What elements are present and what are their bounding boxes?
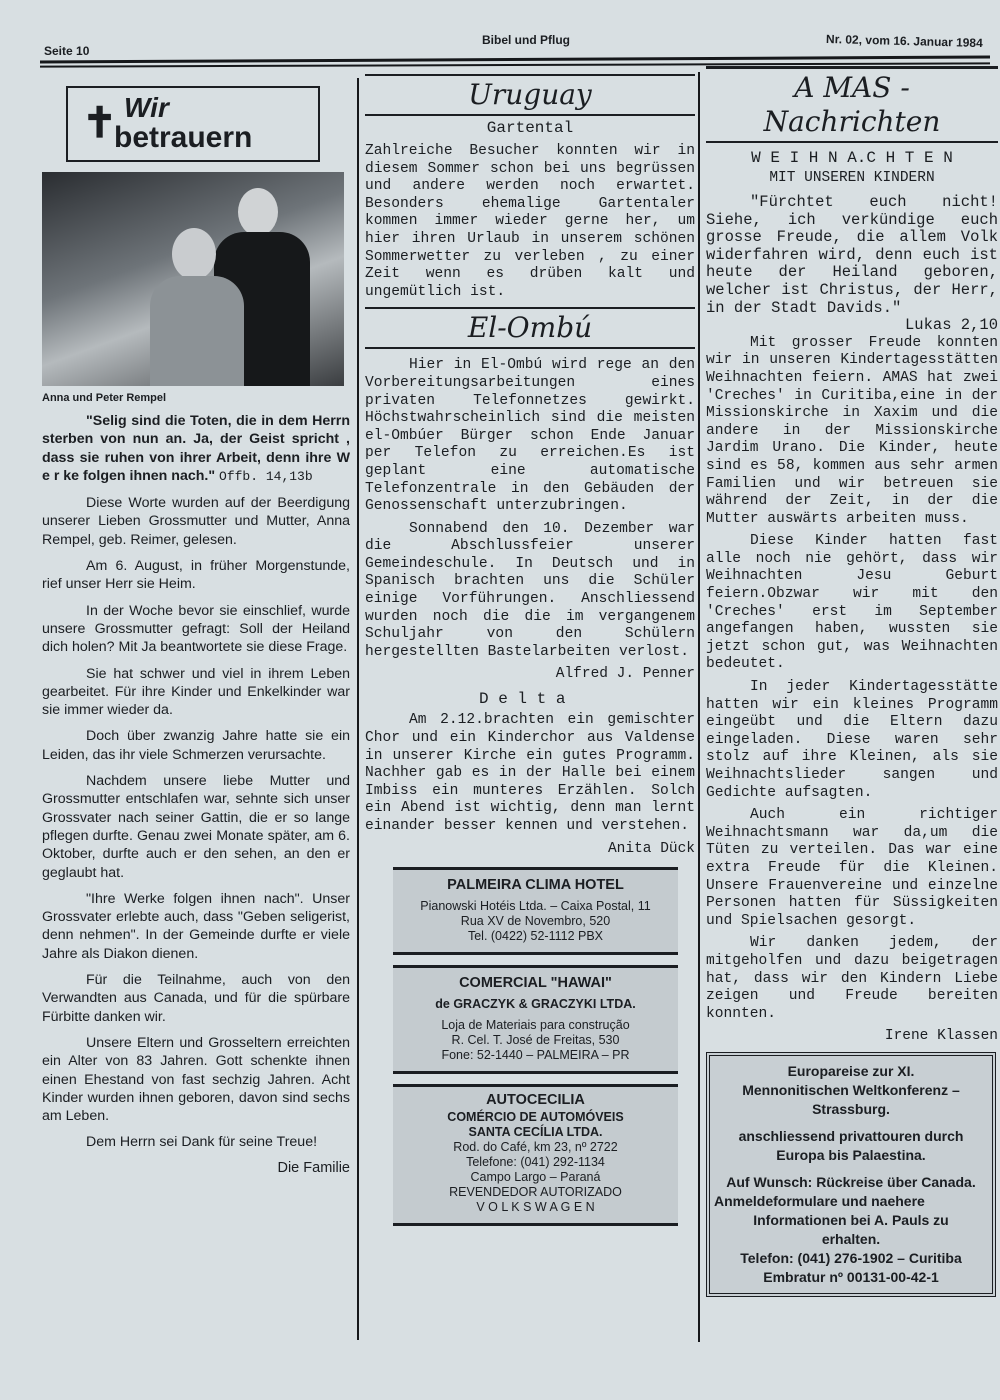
signature: Die Familie	[277, 1159, 350, 1176]
bible-quote: "Fürchtet euch nicht! Siehe, ich verkündige euch grosse Freude, die allem Volk widerfahren wird, denn euch ist heute der Heiland geboren, welcher ist Christus, der Herr, in der Stadt Davids."	[706, 193, 998, 317]
ad-line: Embratur nº 00131-00-42-1	[763, 1269, 939, 1286]
delta-heading: D e l t a	[479, 690, 566, 709]
paragraph: "Ihre Werke folgen ihnen nach". Unser Grossvater erlebte auch, dass "Geben seligerist, denn nehmen". In der Gemeinde durfte er viele Jahre als Diakon dienen.	[42, 890, 350, 962]
paragraph: Wir danken jedem, der mitgeholfen und dazu beigetragen hat, dass wir den Kindern Liebe zeigen und Freude bereiten konnten.	[706, 935, 998, 1022]
obituary-title-box	[66, 86, 320, 162]
ad-line: REVENDEDOR AUTORIZADO	[449, 1184, 622, 1199]
ad-line: Telefon: (041) 276-1902 – Curitiba	[740, 1250, 962, 1267]
signature: Irene Klassen	[884, 1028, 998, 1045]
paragraph: Für die Teilnahme, auch von den Verwandten aus Canada, und für die spürbare Fürbitte danken wir.	[42, 972, 350, 1025]
scripture-quote: "Selig sind die Toten, die in dem Herrn sterben von nun an. Ja, der Geist spricht , dass sie ruhen von ihrer Arbeit, denn ihre W e r ke folgen ihnen nach."	[42, 413, 350, 484]
column-divider	[698, 72, 700, 1342]
photo-caption: Anna und Peter Rempel	[42, 392, 167, 404]
photo	[42, 172, 344, 386]
obituary-column	[42, 86, 350, 1182]
publication-title: Bibel und Pflug	[482, 33, 570, 47]
gartental-heading: Gartental	[486, 119, 574, 137]
cross-icon: ✝	[82, 99, 118, 146]
ad-line: SANTA CECÍLIA LTDA.	[468, 1124, 603, 1139]
paragraph: Dem Herrn sei Dank für seine Treue!	[86, 1134, 318, 1151]
elombu-heading: El-Ombú	[365, 307, 695, 349]
ad-line: Auf Wunsch: Rückreise über Canada.	[726, 1174, 976, 1191]
ad-title: PALMEIRA CLIMA HOTEL	[447, 876, 624, 893]
scripture-ref: Offb. 14,13b	[219, 468, 313, 484]
ad-line: Fone: 52-1440 – PALMEIRA – PR	[441, 1047, 630, 1062]
ad-palmeira-clima-hotel	[393, 867, 678, 955]
paragraph: Am 2.12.brachten ein gemischter Chor und ein Kinderchor aus Valdense in unserer Kirche ein gutes Programm. Nachher gab es in der Halle bei einem Imbiss ein munteres Erzählen. Solch ein Abend ist wichtig, denn man lernt einander besser kennen und verstehen.	[365, 712, 695, 834]
ad-line: erhalten.	[821, 1231, 881, 1248]
ad-subtitle: de GRACZYK & GRACZYKI LTDA.	[435, 996, 636, 1011]
quote-ref: Lukas 2,10	[904, 316, 998, 335]
amas-title: A MAS - Nachrichten	[706, 66, 998, 143]
title-betrauern: betrauern	[114, 121, 253, 154]
ad-line: R. Cel. T. José de Freitas, 530	[451, 1032, 620, 1047]
ad-line: Rua XV de Novembro, 520	[460, 913, 611, 928]
paragraph: Diese Kinder hatten fast alle noch nie gehört, dass wir Weihnachten Jesu Geburt feiern.Obzwar wir mit den 'Creches' erst im September angefangen haben, wussten sie jetzt schon gut, was Weihnachten bedeutet.	[706, 533, 998, 673]
paragraph: Sonnabend den 10. Dezember war die Abschlussfeier unserer Gemeindeschule. In Deutsch und in Spanisch brachten uns die Schüler einige Vorführungen. Anschliessend wurden noch die die im vergangenem Schuljahr von den Schülern hergestellten Bastelarbeiten verlost.	[365, 520, 695, 660]
ad-line: Loja de Materiais para construção	[441, 1017, 630, 1032]
paragraph: Diese Worte wurden auf der Beerdigung unserer Lieben Grossmutter und Mutter, Anna Rempel, geb. Reimer, gelesen.	[42, 495, 350, 548]
ad-line: anschliessend privattouren durch	[738, 1128, 964, 1145]
paragraph: Mit grosser Freude konnten wir in unseren Kindertagesstätten Weihnachten feiern. AMAS hat zwei 'Creches' in Curitiba,eine in der Missionskirche in Xaxim und die andere in der Missionskirche Jardim Urano. Die Kinder, heute sind es 58, kommen aus sehr armen Familien und wir betreuen sie während der Zeit, in der die Mutter auswärts arbeiten muss.	[706, 334, 998, 527]
paragraph: Nachdem unsere liebe Mutter und Grossmutter entschlafen war, sehnte sich unser Grossvater nach seiner Gattin, die er so lange pflegen durfte. Genau zwei Monate später, am 6. Oktober, durfte auch er den sehen, an den er geglaubt hat.	[42, 773, 350, 881]
europareise-ad	[706, 1052, 996, 1297]
ad-comercial-hawai	[393, 965, 678, 1074]
column-divider	[357, 78, 359, 1340]
ad-line: Mennonitischen Weltkonferenz –	[742, 1082, 960, 1099]
paragraph: Zahlreiche Besucher konnten wir in diesem Sommer schon bei uns begrüssen und andere werden noch erwartet. Besonders ehemalige Gartentaler kommen immer wieder gerne her, um hier ihren Urlaub in unserem schönen Sommerwetter zu verleben , zu einer Zeit wenn es drüben kalt und ungemütlich ist.	[365, 143, 695, 300]
page-number: Seite 10	[44, 44, 90, 58]
ad-line: COMÉRCIO DE AUTOMÓVEIS	[447, 1109, 624, 1124]
ad-line: Tel. (0422) 52-1112 PBX	[467, 928, 604, 943]
ad-line: Europareise zur XI.	[787, 1063, 915, 1080]
uruguay-title: Uruguay	[365, 74, 695, 116]
ad-autocecilia	[393, 1084, 678, 1226]
paragraph: Auch ein richtiger Weihnachtsmann war da,um die Tüten zu verteilen. Das war eine extra Freude für die Kleinen. Unsere Frauenvereine und einzelne Personen hatten für Süssigkeiten und Spielsachen gesorgt.	[706, 807, 998, 929]
paragraph: In der Woche bevor sie einschlief, wurde unsere Grossmutter gefragt: Soll der Heiland dich holen? Mit Ja beantwortete sie diese Frage.	[42, 602, 350, 656]
paragraph: In jeder Kindertagesstätte hatten wir ein kleines Programm eingeübt und die Eltern dazu eingeladen. Diese waren sehr stolz auf ihre Kleinen, als sie Weihnachtslieder sangen und Gedichte aufsagten.	[706, 679, 998, 801]
ad-line: Rod. do Café, km 23, nº 2722	[453, 1139, 618, 1154]
ad-line: Anmeldeformulare und naehere	[714, 1193, 925, 1210]
paragraph: Am 6. August, in früher Morgenstunde, rief unser Herr sie Heim.	[42, 558, 350, 593]
paragraph: Doch über zwanzig Jahre hatte sie ein Leiden, das ihr viele Schmerzen verursachte.	[42, 728, 350, 763]
uruguay-column	[365, 74, 695, 1226]
paragraph: Hier in El-Ombú wird rege an den Vorbereitungsarbeitungen eines privaten Telefonnetzes gewirkt. Höchstwahrscheinlich sind die meisten el-Ombúer Bürger schon Ende Januar per Telefon zu erreichen.Es ist geplant eine automatische Telefonzentrale in den Gebäuden der Genossenschaft unterzubringen.	[365, 357, 695, 515]
title-wir: Wir	[124, 92, 169, 123]
ad-line: Europa bis Palaestina.	[776, 1147, 926, 1164]
weihnachten-heading: W E I H N A.C H T E N	[751, 149, 953, 167]
amas-column	[706, 66, 998, 1297]
ad-line: Informationen bei A. Pauls zu	[753, 1212, 949, 1229]
ad-title: AUTOCECILIA	[486, 1091, 585, 1108]
paragraph: Sie hat schwer und viel in ihrem Leben gearbeitet. Für ihre Kinder und Enkelkinder war sie immer wieder da.	[42, 665, 350, 719]
issue-date: Nr. 02, vom 16. Januar 1984	[825, 31, 983, 51]
signature: Alfred J. Penner	[555, 666, 695, 683]
ad-line: Campo Largo – Paraná	[470, 1169, 601, 1184]
ad-line: Strassburg.	[812, 1101, 890, 1118]
kindern-heading: MIT UNSEREN KINDERN	[769, 170, 935, 186]
signature: Anita Dück	[607, 840, 695, 857]
paragraph: Unsere Eltern und Grosseltern erreichten ein Alter von 83 Jahren. Gott schenkte ihnen einen Ehestand von fast sechzig Jahren. Acht Kinder wurden ihnen geboren, davon sind sechs am Leben.	[42, 1034, 350, 1125]
ad-line: V O L K S W A G E N	[476, 1199, 595, 1214]
ad-title: COMERCIAL "HAWAI"	[459, 974, 612, 991]
ad-line: Telefone: (041) 292-1134	[466, 1154, 605, 1169]
ad-line: Pianowski Hotéis Ltda. – Caixa Postal, 11	[420, 898, 651, 913]
